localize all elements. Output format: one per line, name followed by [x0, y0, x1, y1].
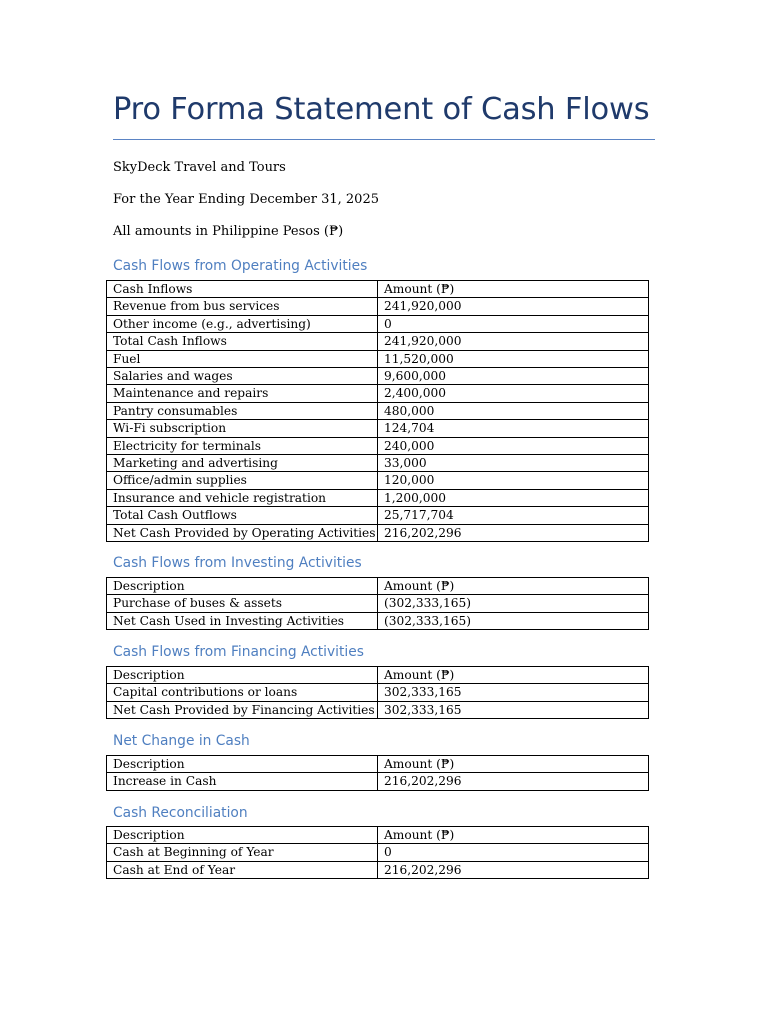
row-label: Fuel — [107, 350, 378, 367]
row-amount: 11,520,000 — [378, 350, 649, 367]
table-row — [107, 333, 649, 350]
row-amount: 480,000 — [378, 402, 649, 419]
table-row — [107, 612, 649, 629]
column-header-amount: Amount (₱) — [378, 281, 649, 298]
page-title: Pro Forma Statement of Cash Flows — [113, 92, 650, 127]
table-row — [107, 420, 649, 437]
title-underline — [113, 139, 655, 140]
table-row — [107, 350, 649, 367]
table-row — [107, 524, 649, 541]
column-header-amount: Amount (₱) — [378, 667, 649, 684]
row-amount: 120,000 — [378, 472, 649, 489]
row-amount: 2,400,000 — [378, 385, 649, 402]
table-row — [107, 489, 649, 506]
row-label: Net Cash Used in Investing Activities — [107, 612, 378, 629]
table-row — [107, 844, 649, 861]
column-header-amount: Amount (₱) — [378, 756, 649, 773]
table-header-row — [107, 756, 649, 773]
row-label: Total Cash Outflows — [107, 507, 378, 524]
table-row — [107, 368, 649, 385]
table-header-row — [107, 827, 649, 844]
currency-note: All amounts in Philippine Pesos (₱) — [113, 224, 344, 239]
row-label: Insurance and vehicle registration — [107, 489, 378, 506]
row-amount: 124,704 — [378, 420, 649, 437]
table-row — [107, 595, 649, 612]
row-label: Salaries and wages — [107, 368, 378, 385]
row-amount: 9,600,000 — [378, 368, 649, 385]
table-row — [107, 402, 649, 419]
financing-table — [106, 666, 649, 719]
row-label: Increase in Cash — [107, 773, 378, 790]
table-row — [107, 472, 649, 489]
row-label: Capital contributions or loans — [107, 684, 378, 701]
table-row — [107, 315, 649, 332]
column-header-description: Description — [107, 756, 378, 773]
table-row — [107, 861, 649, 878]
row-amount: 302,333,165 — [378, 701, 649, 718]
column-header-description: Description — [107, 578, 378, 595]
financing-heading: Cash Flows from Financing Activities — [113, 644, 364, 660]
row-amount: 1,200,000 — [378, 489, 649, 506]
table-header-row — [107, 667, 649, 684]
investing-heading: Cash Flows from Investing Activities — [113, 555, 362, 571]
table-row — [107, 507, 649, 524]
table-row — [107, 701, 649, 718]
investing-table — [106, 577, 649, 630]
row-label: Maintenance and repairs — [107, 385, 378, 402]
row-amount: 302,333,165 — [378, 684, 649, 701]
row-amount: 216,202,296 — [378, 524, 649, 541]
row-label: Total Cash Inflows — [107, 333, 378, 350]
table-row — [107, 684, 649, 701]
row-label: Electricity for terminals — [107, 437, 378, 454]
row-label: Office/admin supplies — [107, 472, 378, 489]
column-header-amount: Amount (₱) — [378, 578, 649, 595]
reconciliation-table — [106, 826, 649, 879]
row-amount: 216,202,296 — [378, 861, 649, 878]
row-amount: 0 — [378, 315, 649, 332]
column-header-amount: Amount (₱) — [378, 827, 649, 844]
table-header-row — [107, 578, 649, 595]
row-amount: (302,333,165) — [378, 595, 649, 612]
net-change-table — [106, 755, 649, 791]
column-header-description: Description — [107, 667, 378, 684]
company-name: SkyDeck Travel and Tours — [113, 160, 286, 175]
row-amount: 216,202,296 — [378, 773, 649, 790]
row-amount: 33,000 — [378, 455, 649, 472]
column-header-description: Description — [107, 827, 378, 844]
reconciliation-heading: Cash Reconciliation — [113, 805, 248, 821]
table-row — [107, 437, 649, 454]
row-label: Net Cash Provided by Operating Activities — [107, 524, 378, 541]
row-label: Cash at Beginning of Year — [107, 844, 378, 861]
table-header-row — [107, 281, 649, 298]
row-label: Wi-Fi subscription — [107, 420, 378, 437]
row-amount: 240,000 — [378, 437, 649, 454]
row-amount: 0 — [378, 844, 649, 861]
row-label: Net Cash Provided by Financing Activities — [107, 701, 378, 718]
row-label: Pantry consumables — [107, 402, 378, 419]
table-row — [107, 455, 649, 472]
row-amount: 241,920,000 — [378, 298, 649, 315]
operating-heading: Cash Flows from Operating Activities — [113, 258, 368, 274]
table-row — [107, 385, 649, 402]
table-row — [107, 773, 649, 790]
row-amount: (302,333,165) — [378, 612, 649, 629]
row-label: Other income (e.g., advertising) — [107, 315, 378, 332]
row-label: Cash at End of Year — [107, 861, 378, 878]
row-amount: 25,717,704 — [378, 507, 649, 524]
net-change-heading: Net Change in Cash — [113, 733, 250, 749]
row-amount: 241,920,000 — [378, 333, 649, 350]
period-line: For the Year Ending December 31, 2025 — [113, 192, 379, 207]
operating-table — [106, 280, 649, 542]
row-label: Purchase of buses & assets — [107, 595, 378, 612]
row-label: Revenue from bus services — [107, 298, 378, 315]
column-header-description: Cash Inflows — [107, 281, 378, 298]
row-label: Marketing and advertising — [107, 455, 378, 472]
table-row — [107, 298, 649, 315]
